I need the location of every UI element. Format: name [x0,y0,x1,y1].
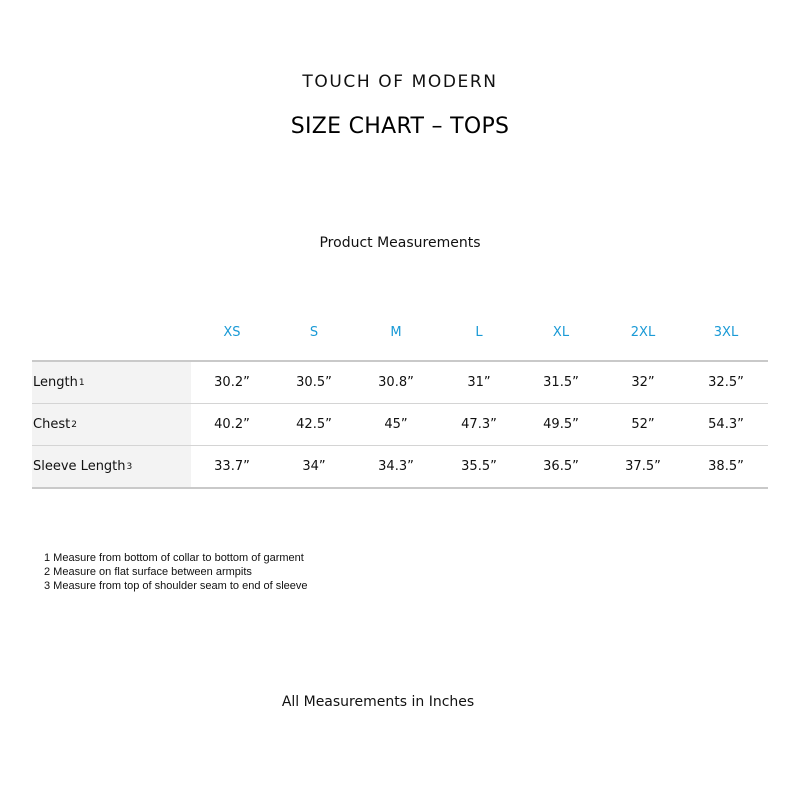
table-cell: 35.5” [461,459,497,474]
table-cell: 40.2” [214,417,250,432]
size-header-s: S [309,325,319,340]
table-cell: 34” [302,459,326,474]
table-cell: 32.5” [708,375,744,390]
table-cell: 30.2” [214,375,250,390]
table-cell: 45” [384,417,408,432]
row-label-text: Length [33,375,78,390]
table-cell: 30.8” [378,375,414,390]
table-row-sleeve-length [32,446,768,489]
footnote-marker: 2 [71,419,77,430]
table-cell: 54.3” [708,417,744,432]
table-cell: 32” [631,375,655,390]
size-header-xs: XS [223,325,241,340]
size-header-l: L [475,325,483,340]
table-cell: 36.5” [543,459,579,474]
table-cell: 33.7” [214,459,250,474]
size-table [32,360,768,489]
row-label-length [32,362,191,403]
table-cell: 34.3” [378,459,414,474]
table-cell: 52” [631,417,655,432]
footnote-marker: 3 [126,461,133,472]
table-cell: 38.5” [708,459,744,474]
row-label-chest [32,404,191,445]
units-footer: All Measurements in Inches [281,694,475,710]
footnotes [44,551,308,593]
footnote-marker: 1 [78,377,85,388]
footnote-1: 1 Measure from bottom of collar to bottom of garment [44,552,304,564]
row-label-sleeve-length [32,446,191,487]
table-row-length [32,362,768,404]
table-cell: 31.5” [543,375,579,390]
footnote-3: 3 Measure from top of shoulder seam to end of sleeve [44,580,308,592]
row-label-text: Sleeve Length [33,459,126,474]
table-cell: 47.3” [461,417,497,432]
section-subtitle: Product Measurements [319,235,481,251]
brand-logo: TOUCH OF MODERN [302,72,498,92]
table-row-chest [32,404,768,446]
page-title: SIZE CHART – TOPS [290,114,510,139]
size-header-2xl: 2XL [630,325,656,340]
table-cell: 49.5” [543,417,579,432]
table-cell: 42.5” [296,417,332,432]
size-header-m: M [390,325,402,340]
size-header-3xl: 3XL [713,325,739,340]
row-label-text: Chest [33,417,71,432]
table-cell: 31” [467,375,491,390]
table-cell: 30.5” [296,375,332,390]
footnote-2: 2 Measure on flat surface between armpits [44,566,252,578]
table-cell: 37.5” [625,459,661,474]
size-header-xl: XL [552,325,570,340]
